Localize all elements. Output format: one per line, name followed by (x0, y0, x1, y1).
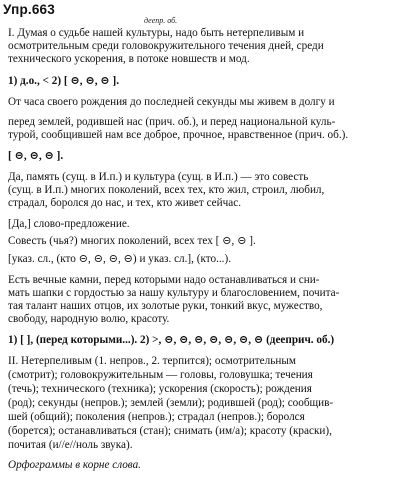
annotation-note: деепр. об. (144, 16, 178, 25)
text-line: (сущ. в И.п.) многих поколений, всех тех, кто жил, строил, любил, (8, 184, 325, 196)
text-line: (течь); технического (техника); ускорения (скорость); рождения (8, 383, 312, 395)
text-line: шей (общий); поколения (непров.); страдал (непров.); боролся (8, 411, 305, 423)
scheme-line: [Да,] слово-предложение. (8, 218, 130, 230)
text-line: мать шапки с гордостью за нашу культуру и благословением, почита- (8, 287, 340, 299)
text-line: турой, сообщившей нам все доброе, прочное, нравственное (прич. об.). (8, 129, 349, 141)
text-line: страдал, боролся до нас, и тех, кто живет сейчас. (8, 197, 241, 209)
text-line: I. Думая о судьбе нашей культуры, надо быть нетерпеливым и (8, 27, 305, 39)
text-line: Орфограммы в корне слова. (8, 459, 141, 471)
text-line: От часа своего рождения до последней секунды мы живем в долгу и (8, 96, 335, 108)
exercise-title: Упр.663 (3, 2, 55, 17)
text-line: перед землей, родившей нас (прич. об.), и перед национальной куль- (8, 116, 336, 128)
text-line: (борется); останавливаться (стан); снимать (им/а); красоту (краски), (8, 425, 332, 437)
text-line: II. Нетерпеливым (1. непров., 2. терпится); осмотрительным (8, 355, 296, 367)
text-line: (род); секунды (непров.); землей (земли); родившей (род); сообщив- (8, 397, 334, 409)
text-line: свободу, народную волю, красоту. (8, 313, 170, 325)
scheme-line: [указ. сл., (кто ⊝, ⊝, ⊝, ⊝) и указ. сл.], (кто...). (8, 253, 231, 265)
scheme-line: 1) д.о., < 2) [ ⊝, ⊝, ⊝ ]. (8, 75, 119, 87)
text-line: тая талант наших отцов, их золотые руки, тонкий вкус, мужество, (8, 300, 323, 312)
text-line: Есть вечные камни, перед которыми надо останавливаться и сни- (8, 274, 320, 286)
text-line: (смотрит); головокружительным — головы, головушка; течения (8, 369, 313, 381)
text-line: почитая (и//е//ноль звука). (8, 439, 133, 451)
text-line: Да, память (сущ. в И.п.) и культура (сущ. в И.п.) — это совесть (8, 171, 309, 183)
scheme-line: [ ⊝, ⊝, ⊝ ]. (8, 150, 64, 162)
scheme-line: 1) [ ], (перед которыми...). 2) >, ⊝, ⊝, ⊝, ⊝, ⊝, ⊝, ⊝ (дееприч. об.) (8, 334, 335, 346)
text-line: осмотрительным среди головокружительного течения дней, среди (8, 40, 324, 52)
text-line: технического ускорения, в потоке новшеств и мод. (8, 53, 250, 65)
scheme-line: Совесть (чья?) многих поколений, всех тех [ ⊝, ⊝ ]. (8, 235, 256, 247)
